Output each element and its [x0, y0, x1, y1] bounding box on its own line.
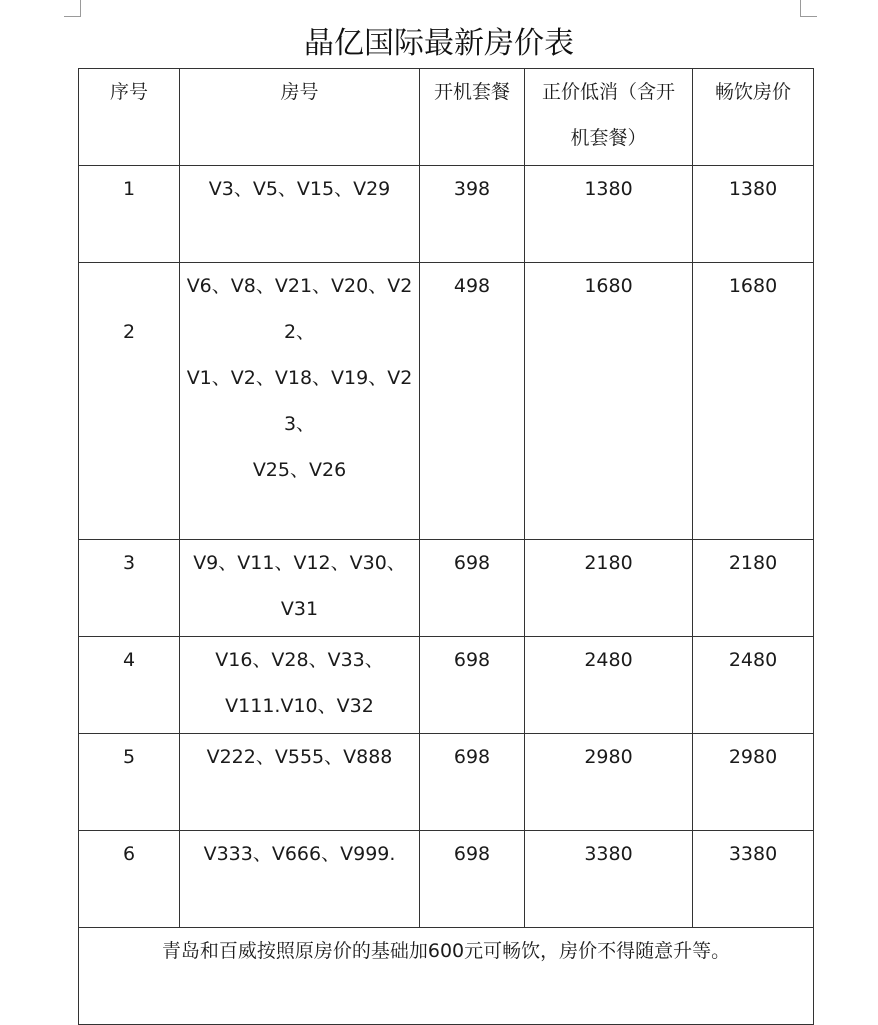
cell-min-spend: 2980 — [525, 734, 693, 831]
cell-package: 698 — [420, 637, 525, 734]
table-note-row — [79, 928, 814, 1025]
header-cell-drink-price: 畅饮房价 — [693, 69, 814, 166]
cell-drink-price: 2480 — [693, 637, 814, 734]
room-line: 3、 — [283, 413, 316, 435]
cell-no: 3 — [79, 540, 180, 637]
cell-room — [180, 734, 420, 831]
header-cell-room: 房号 — [180, 69, 420, 166]
price-table — [78, 68, 814, 1025]
table-row — [79, 734, 814, 831]
table-row — [79, 637, 814, 734]
room-line: V31 — [280, 598, 319, 620]
cell-min-spend: 1380 — [525, 166, 693, 263]
cell-min-spend: 1680 — [525, 263, 693, 540]
table-row — [79, 540, 814, 637]
room-line: V9、V11、V12、V30、 — [193, 552, 406, 574]
cell-package: 398 — [420, 166, 525, 263]
cell-room — [180, 166, 420, 263]
room-line: V333、V666、V999. — [203, 843, 396, 865]
table-row — [79, 831, 814, 928]
cell-min-spend: 2480 — [525, 637, 693, 734]
cell-drink-price: 3380 — [693, 831, 814, 928]
page-title: 晶亿国际最新房价表 — [304, 26, 574, 61]
cell-package: 698 — [420, 540, 525, 637]
note-text: 青岛和百威按照原房价的基础加600元可畅饮，房价不得随意升等。 — [79, 928, 814, 1025]
room-line: V111.V10、V32 — [225, 695, 374, 717]
cell-package: 498 — [420, 263, 525, 540]
room-line: V222、V555、V888 — [206, 746, 393, 768]
cell-drink-price: 2980 — [693, 734, 814, 831]
room-line: V25、V26 — [252, 459, 347, 481]
cell-no: 6 — [79, 831, 180, 928]
cell-drink-price: 2180 — [693, 540, 814, 637]
cell-room — [180, 540, 420, 637]
table-row — [79, 166, 814, 263]
cell-no: 2 — [79, 263, 180, 540]
room-line: V3、V5、V15、V29 — [208, 178, 391, 200]
cell-package: 698 — [420, 734, 525, 831]
room-line: V6、V8、V21、V20、V2 — [186, 275, 413, 297]
cell-no: 4 — [79, 637, 180, 734]
table-header-row — [79, 69, 814, 166]
header-cell-package: 开机套餐 — [420, 69, 525, 166]
header-min-spend-line: 正价低消（含开 — [541, 81, 675, 103]
header-min-spend-line: 机套餐） — [570, 127, 647, 149]
header-cell-no: 序号 — [79, 69, 180, 166]
cell-package: 698 — [420, 831, 525, 928]
page-corner-mark-right — [800, 0, 817, 17]
page-corner-mark-left — [64, 0, 81, 17]
cell-drink-price: 1680 — [693, 263, 814, 540]
cell-drink-price: 1380 — [693, 166, 814, 263]
cell-min-spend: 2180 — [525, 540, 693, 637]
cell-no: 1 — [79, 166, 180, 263]
table-row — [79, 263, 814, 540]
cell-room — [180, 637, 420, 734]
room-line: V1、V2、V18、V19、V2 — [186, 367, 413, 389]
cell-min-spend: 3380 — [525, 831, 693, 928]
cell-no: 5 — [79, 734, 180, 831]
cell-room — [180, 831, 420, 928]
cell-room — [180, 263, 420, 540]
room-line: 2、 — [283, 321, 316, 343]
room-line: V16、V28、V33、 — [215, 649, 384, 671]
header-cell-min-spend — [525, 69, 693, 166]
